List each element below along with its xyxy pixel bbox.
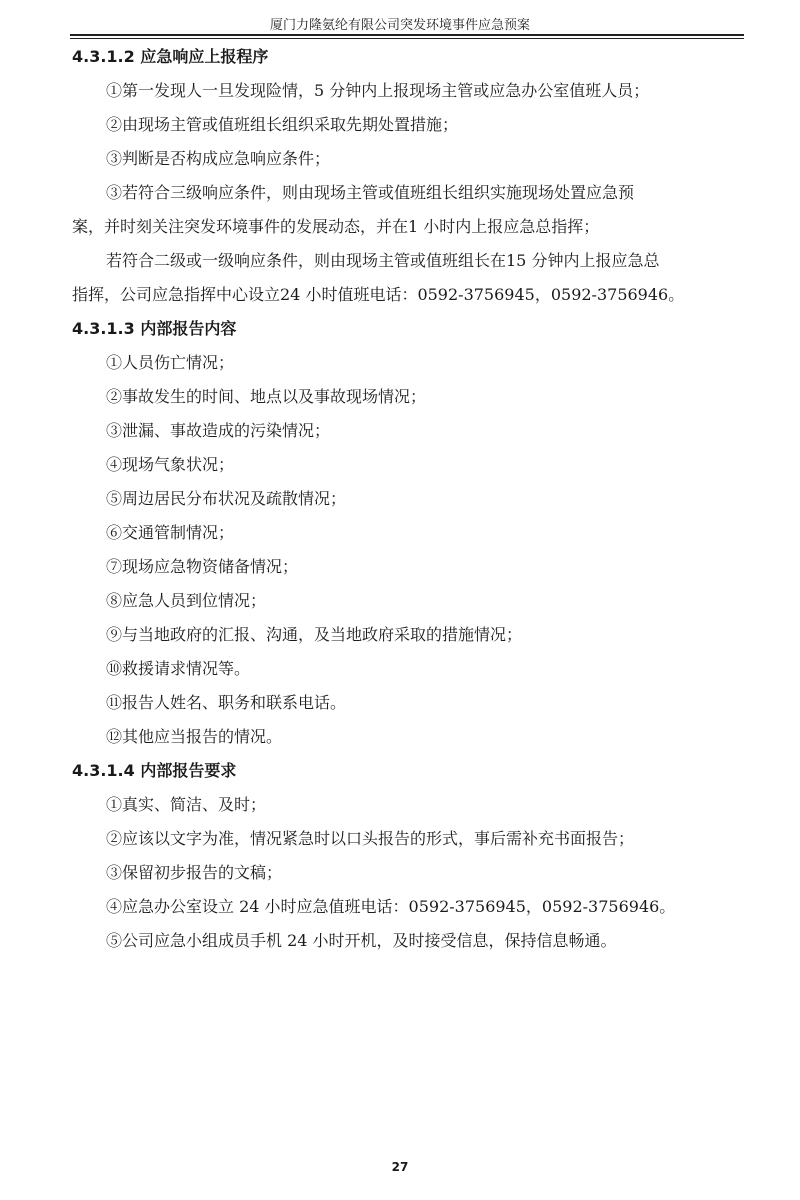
paragraph-line: 若符合二级或一级响应条件，则由现场主管或值班组长在15 分钟内上报应急总 xyxy=(106,251,660,270)
paragraph-line: ②由现场主管或值班组长组织采取先期处置措施； xyxy=(106,115,459,134)
paragraph-line: ③判断是否构成应急响应条件； xyxy=(106,149,331,168)
list-item: ⑩救援请求情况等。 xyxy=(106,659,251,678)
list-item: ④应急办公室设立 24 小时应急值班电话：0592-3756945，0592-3756946。 xyxy=(106,897,676,916)
list-item: ⑤公司应急小组成员手机 24 小时开机，及时接受信息，保持信息畅通。 xyxy=(106,931,617,950)
document-title: 厦门力隆氨纶有限公司突发环境事件应急预案 xyxy=(269,18,530,33)
list-item: ⑦现场应急物资储备情况； xyxy=(106,557,299,576)
paragraph-line: 指挥，公司应急指挥中心设立24 小时值班电话：0592-3756945，0592-3756946。 xyxy=(72,285,685,304)
document-body xyxy=(72,40,744,958)
list-item: ⑪报告人姓名、职务和联系电话。 xyxy=(106,693,347,712)
section-heading-4-3-1-3: 4.3.1.3 内部报告内容 xyxy=(72,319,237,338)
list-item: ⑧应急人员到位情况； xyxy=(106,591,267,610)
list-item: ②应该以文字为准，情况紧急时以口头报告的形式，事后需补充书面报告； xyxy=(106,829,635,848)
list-item: ⑫其他应当报告的情况。 xyxy=(106,727,283,746)
paragraph-line: 案，并时刻关注突发环境事件的发展动态，并在1 小时内上报应急总指挥； xyxy=(72,217,600,236)
list-item: ①人员伤亡情况； xyxy=(106,353,235,372)
page-number: 27 xyxy=(391,1160,409,1174)
section-heading-4-3-1-2: 4.3.1.2 应急响应上报程序 xyxy=(72,47,269,66)
section-heading-4-3-1-4: 4.3.1.4 内部报告要求 xyxy=(72,761,237,780)
paragraph-line: ①第一发现人一旦发现险情，5 分钟内上报现场主管或应急办公室值班人员； xyxy=(106,81,650,100)
list-item: ③保留初步报告的文稿； xyxy=(106,863,283,882)
list-item: ⑨与当地政府的汇报、沟通，及当地政府采取的措施情况； xyxy=(106,625,523,644)
paragraph-line: ③若符合三级响应条件，则由现场主管或值班组长组织实施现场处置应急预 xyxy=(106,183,635,202)
list-item: ②事故发生的时间、地点以及事故现场情况； xyxy=(106,387,427,406)
header-rule-thin xyxy=(70,38,744,39)
list-item: ①真实、简洁、及时； xyxy=(106,795,267,814)
list-item: ③泄漏、事故造成的污染情况； xyxy=(106,421,331,440)
header-rule-thick xyxy=(70,34,744,36)
list-item: ⑤周边居民分布状况及疏散情况； xyxy=(106,489,347,508)
list-item: ④现场气象状况； xyxy=(106,455,235,474)
list-item: ⑥交通管制情况； xyxy=(106,523,235,542)
